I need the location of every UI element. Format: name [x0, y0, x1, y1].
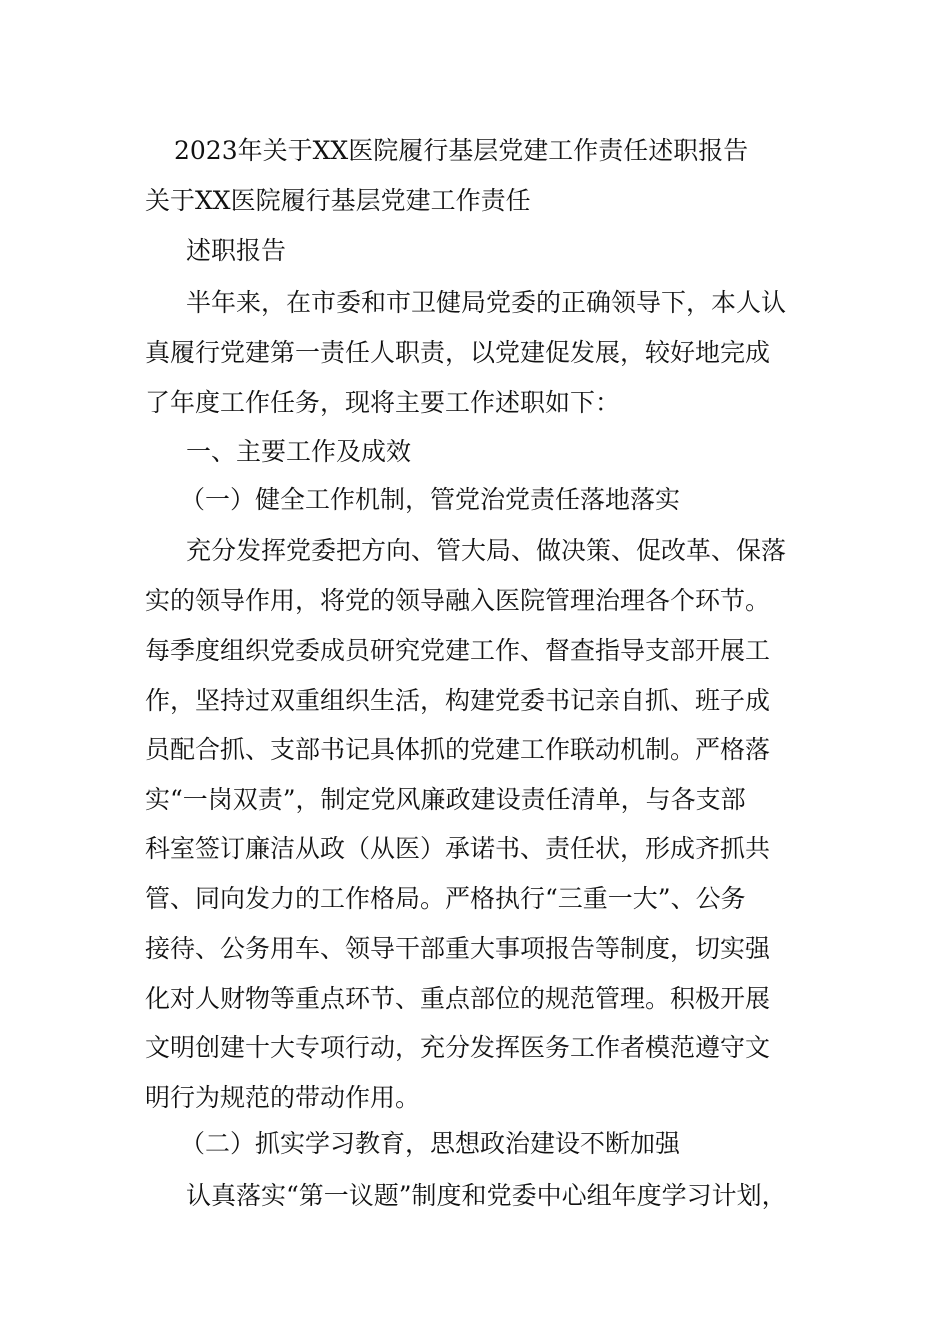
subsection-1-body-line-11: 文明创建十大专项行动，充分发挥医务工作者模范遵守文 — [145, 1033, 771, 1062]
document-title: 2023年关于XX医院履行基层党建工作责任述职报告 — [174, 136, 749, 165]
intro-line-1: 半年来，在市委和市卫健局党委的正确领导下，本人认 — [186, 288, 787, 317]
subsection-1-body-line-8: 管、同向发力的工作格局。严格执行“三重一大”、公务 — [145, 884, 746, 913]
intro-line-2: 真履行党建第一责任人职责，以党建促发展，较好地完成 — [145, 338, 771, 367]
subsection-1-body-line-5: 员配合抓、支部书记具体抓的党建工作联动机制。严格落 — [145, 735, 771, 764]
subsection-1-body-line-1: 充分发挥党委把方向、管大局、做决策、促改革、保落 — [186, 536, 787, 565]
subsection-1-body-line-2: 实的领导作用，将党的领导融入医院管理治理各个环节。 — [145, 586, 771, 615]
document-subtitle-line-1: 关于XX医院履行基层党建工作责任 — [145, 186, 531, 215]
subsection-1-body-line-6: 实“一岗双责”，制定党风廉政建设责任清单，与各支部 — [145, 785, 746, 814]
section-1-heading: 一、主要工作及成效 — [186, 437, 412, 466]
subsection-2-body-line-1: 认真落实“第一议题”制度和党委中心组年度学习计划， — [186, 1181, 787, 1210]
subsection-1-body-line-3: 每季度组织党委成员研究党建工作、督查指导支部开展工 — [145, 636, 771, 665]
subsection-2-heading: （二）抓实学习教育，思想政治建设不断加强 — [180, 1129, 681, 1158]
intro-line-3: 了年度工作任务，现将主要工作述职如下： — [145, 388, 621, 417]
subsection-1-body-line-4: 作，坚持过双重组织生活，构建党委书记亲自抓、班子成 — [145, 686, 771, 715]
subsection-1-body-line-10: 化对人财物等重点环节、重点部位的规范管理。积极开展 — [145, 984, 771, 1013]
document-subtitle-line-2: 述职报告 — [186, 236, 287, 265]
subsection-1-heading: （一）健全工作机制，管党治党责任落地落实 — [180, 485, 681, 514]
subsection-1-body-line-12: 明行为规范的带动作用。 — [145, 1083, 421, 1112]
subsection-1-body-line-7: 科室签订廉洁从政（从医）承诺书、责任状，形成齐抓共 — [145, 834, 771, 863]
subsection-1-body-line-9: 接待、公务用车、领导干部重大事项报告等制度，切实强 — [145, 934, 771, 963]
